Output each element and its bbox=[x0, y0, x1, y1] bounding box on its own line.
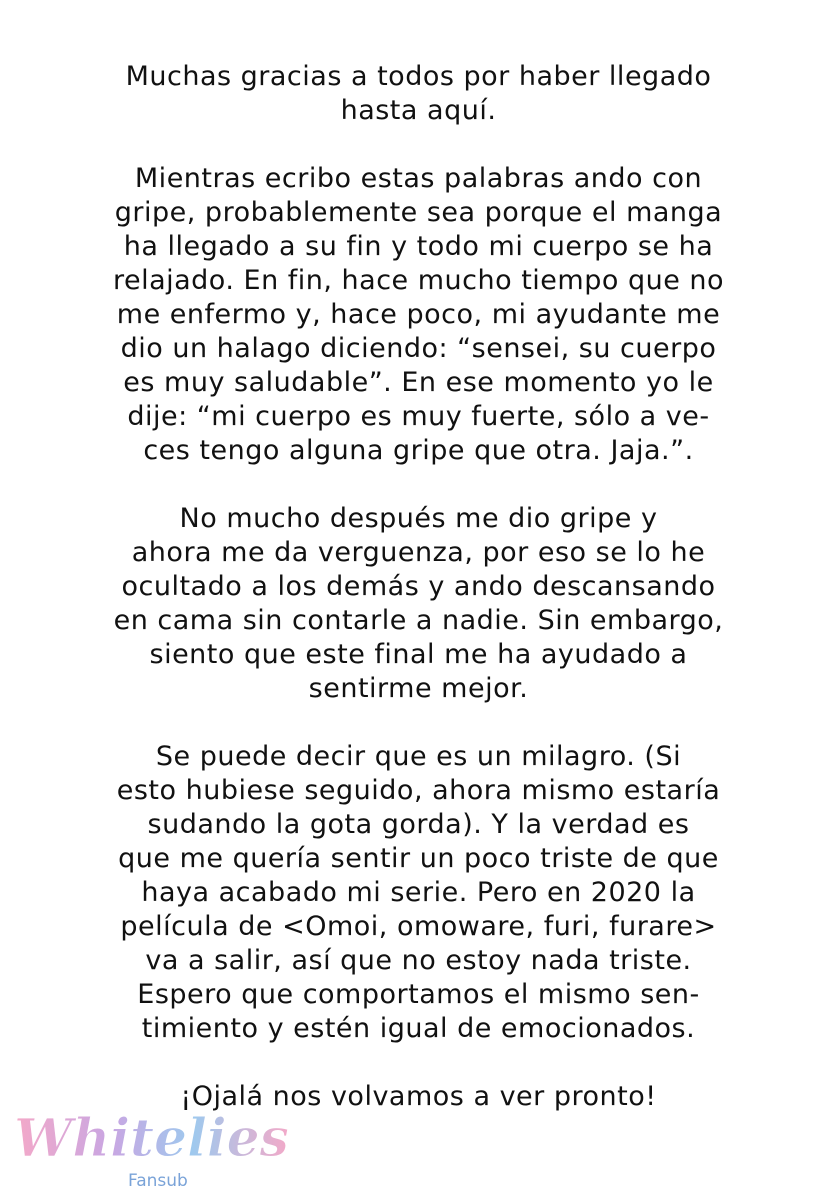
text-line: va a salir, así que no estoy nada triste. bbox=[145, 945, 692, 976]
text-line: ha llegado a su fin y todo mi cuerpo se ha bbox=[123, 231, 714, 262]
text-line: esto hubiese seguido, ahora mismo estaría bbox=[116, 775, 721, 806]
logo-graphic bbox=[10, 1098, 289, 1198]
watermark-logo bbox=[10, 1098, 289, 1198]
text-line: sudando la gota gorda). Y la verdad es bbox=[147, 809, 690, 840]
logo-wordmark: Whitelies bbox=[14, 1108, 289, 1169]
logo-subtitle: Fansub bbox=[128, 1171, 188, 1191]
text-line: Mientras ecribo estas palabras ando con bbox=[134, 163, 703, 194]
text-line: ocultado a los demás y ando descansando bbox=[121, 571, 716, 602]
text-line: ¡Ojalá nos volvamos a ver pronto! bbox=[180, 1081, 657, 1112]
text-line: gripe, probablemente sea porque el manga bbox=[114, 197, 723, 228]
letter-body bbox=[0, 60, 837, 1148]
text-line: dio un halago diciendo: “sensei, su cuerpo bbox=[120, 333, 717, 364]
text-line: Se puede decir que es un milagro. (Si bbox=[155, 741, 682, 772]
text-line: en cama sin contarle a nadie. Sin embargo, bbox=[113, 605, 724, 636]
text-line: siento que este final me ha ayudado a bbox=[149, 639, 688, 670]
text-line: ahora me da verguenza, por eso se lo he bbox=[131, 537, 706, 568]
text-line: No mucho después me dio gripe y bbox=[179, 503, 658, 534]
text-line: haya acabado mi serie. Pero en 2020 la bbox=[141, 877, 696, 908]
text-line: es muy saludable”. En ese momento yo le bbox=[123, 367, 714, 398]
text-line: que me quería sentir un poco triste de que bbox=[118, 843, 719, 874]
paragraph bbox=[0, 502, 837, 706]
text-line: relajado. En fin, hace mucho tiempo que no bbox=[112, 265, 725, 296]
paragraph bbox=[0, 60, 837, 128]
paragraph-list bbox=[0, 60, 837, 1114]
paragraph bbox=[0, 162, 837, 468]
text-line: dije: “mi cuerpo es muy fuerte, sólo a ve- bbox=[127, 401, 710, 432]
text-line: timiento y estén igual de emocionados. bbox=[141, 1013, 696, 1044]
text-line: sentirme mejor. bbox=[308, 673, 529, 704]
text-line: Muchas gracias a todos por haber llegado bbox=[125, 61, 712, 92]
text-line: Espero que comportamos el mismo sen- bbox=[137, 979, 700, 1010]
text-line: me enfermo y, hace poco, mi ayudante me bbox=[116, 299, 721, 330]
paragraph bbox=[0, 740, 837, 1046]
text-line: ces tengo alguna gripe que otra. Jaja.”. bbox=[143, 435, 694, 466]
text-line: hasta aquí. bbox=[340, 95, 497, 126]
text-line: película de <Omoi, omoware, furi, furare> bbox=[120, 911, 717, 942]
